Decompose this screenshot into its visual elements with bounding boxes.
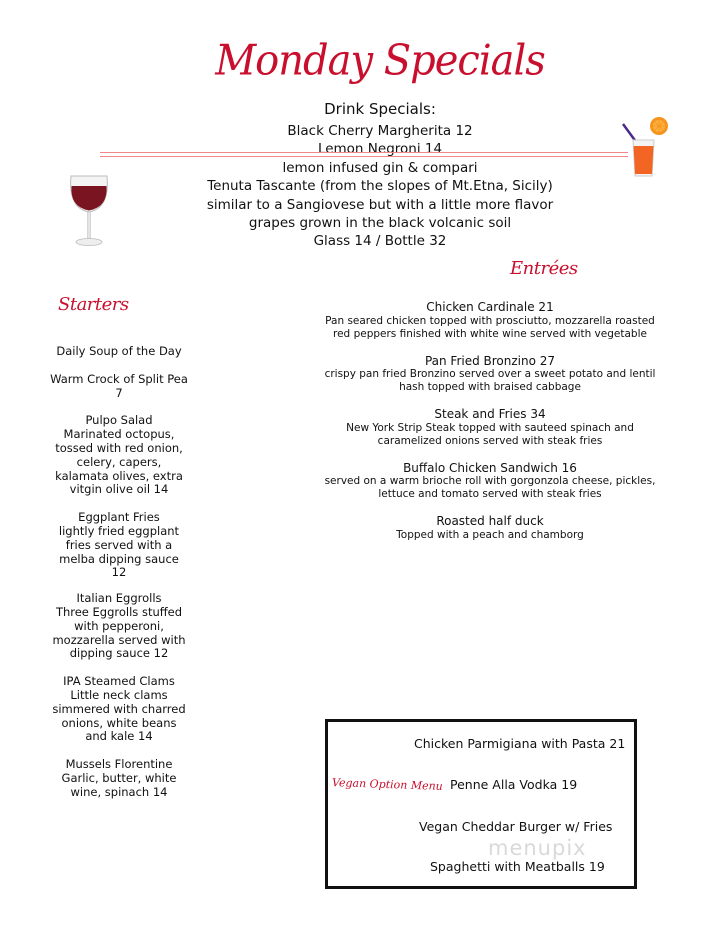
entree-item — [320, 355, 660, 395]
entree-name: Chicken Cardinale 21 — [426, 300, 554, 314]
entree-name: Buffalo Chicken Sandwich 16 — [403, 460, 577, 475]
starter-name: Pulpo Salad — [85, 413, 153, 428]
drink-specials-heading: Drink Specials: — [324, 100, 436, 118]
starter-desc: Marinated octopus, tossed with red onion, celery, capers, kalamata olives, extra vitgin olive oil 14 — [55, 427, 183, 497]
starter-item — [50, 511, 188, 580]
drink-line: Glass 14 / Bottle 32 — [313, 233, 447, 250]
cocktail-glass-icon — [618, 114, 674, 182]
starter-desc: Little neck clams simmered with charred onions, white beans and kale 14 — [52, 687, 186, 744]
starters-list — [50, 345, 188, 814]
drink-line: grapes grown in the black volcanic soil — [248, 215, 512, 232]
drink-line: Black Cherry Margherita 12 — [287, 123, 473, 139]
starter-name: Italian Eggrolls — [76, 591, 162, 606]
entrees-list — [320, 301, 660, 556]
entree-desc: crispy pan fried Bronzino served over a sweet potato and lentil hash topped with braised cabbage — [324, 368, 656, 393]
drink-line: similar to a Sangiovese but with a little more flavor — [206, 196, 554, 213]
page-title: Monday Specials — [215, 36, 545, 86]
wine-glass-icon — [66, 172, 112, 248]
entree-item — [320, 515, 660, 542]
divider-line — [100, 152, 628, 153]
vegan-item: Vegan Cheddar Burger w/ Fries — [419, 819, 613, 834]
drink-line: Lemon Negroni 14 — [317, 141, 443, 158]
entree-name: Roasted half duck — [436, 514, 544, 528]
entree-item — [320, 462, 660, 502]
starter-name: Eggplant Fries — [78, 510, 160, 525]
watermark: menupix — [488, 836, 587, 860]
starter-item — [50, 675, 188, 744]
vegan-item: Penne Alla Vodka 19 — [450, 777, 578, 792]
starter-name: Mussels Florentine — [65, 757, 173, 772]
starter-item — [50, 345, 188, 359]
starter-desc: lightly fried eggplant fries served with a melba dipping sauce 12 — [58, 523, 180, 580]
starter-desc: Garlic, butter, white wine, spinach 14 — [61, 770, 177, 799]
vegan-menu-label: Vegan Option Menu — [331, 776, 443, 793]
starter-name: Warm Crock of Split Pea 7 — [50, 371, 188, 400]
entree-name: Steak and Fries 34 — [434, 407, 546, 421]
entree-desc: New York Strip Steak topped with sauteed spinach and caramelized onions served with steak fries — [346, 421, 634, 447]
vegan-item: Chicken Parmigiana with Pasta 21 — [414, 736, 626, 751]
entree-item — [320, 301, 660, 341]
starters-title: Starters — [58, 294, 129, 315]
starter-desc: Three Eggrolls stuffed with pepperoni, mozzarella served with dipping sauce 12 — [52, 604, 186, 661]
entree-name: Pan Fried Bronzino 27 — [424, 353, 556, 368]
entree-item — [320, 408, 660, 448]
drink-line: lemon infused gin & compari — [282, 159, 478, 176]
drink-line: Tenuta Tascante (from the slopes of Mt.Etna, Sicily) — [207, 178, 553, 195]
drink-specials — [160, 100, 600, 251]
starter-name: Daily Soup of the Day — [56, 344, 182, 358]
starter-item — [50, 373, 188, 401]
entree-desc: Pan seared chicken topped with prosciutto, mozzarella roasted red peppers finished with white wine served with vegetable — [325, 314, 655, 340]
vegan-item: Spaghetti with Meatballs 19 — [430, 859, 605, 874]
divider-line — [100, 156, 628, 157]
entrees-title: Entrées — [510, 258, 578, 279]
entree-desc: Topped with a peach and chamborg — [396, 528, 584, 541]
starter-item — [50, 414, 188, 497]
starter-item — [50, 758, 188, 799]
entree-desc: served on a warm brioche roll with gorgonzola cheese, pickles, lettuce and tomato served with steak fries — [324, 475, 656, 500]
starter-name: IPA Steamed Clams — [63, 674, 175, 689]
starter-item — [50, 592, 188, 661]
